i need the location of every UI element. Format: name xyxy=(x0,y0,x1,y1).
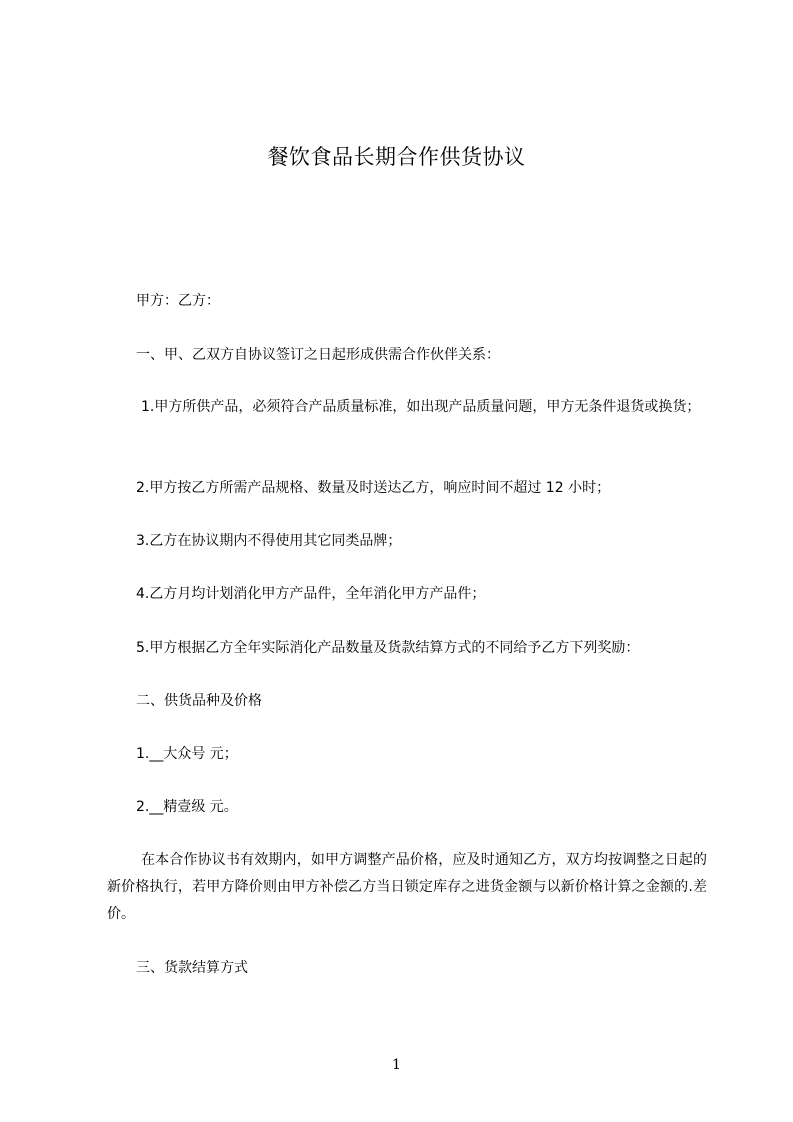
document-title: 餐饮食品长期合作供货协议 xyxy=(267,145,526,169)
clause-1-4: 4.乙方月均计划消化甲方产品件，全年消化甲方产品件； xyxy=(136,586,486,602)
price-item-2: 2.__精壹级 元。 xyxy=(136,799,238,815)
page-number: 1 xyxy=(392,1057,401,1073)
clause-1-1: 1.甲方所供产品，必须符合产品质量标准，如出现产品质量问题，甲方无条件退货或换货； xyxy=(141,399,701,415)
price-item-1: 1.__大众号 元； xyxy=(136,746,238,762)
price-adjustment-paragraph: 在本合作协议书有效期内，如甲方调整产品价格，应及时通知乙方，双方均按调整之日起的新价格执行，若甲方降价则由甲方补偿乙方当日锁定库存之进货金额与以新价格计算之金额的.差价。 xyxy=(107,852,707,922)
clause-1-2: 2.甲方按乙方所需产品规格、数量及时送达乙方，响应时间不超过 12 小时； xyxy=(136,480,611,496)
section-2-heading: 二、供货品种及价格 xyxy=(136,693,262,709)
clause-1-5: 5.甲方根据乙方全年实际消化产品数量及货款结算方式的不同给予乙方下列奖励： xyxy=(136,640,640,656)
clause-1-3: 3.乙方在协议期内不得使用其它同类品牌； xyxy=(136,533,402,549)
section-1-heading: 一、甲、乙双方自协议签订之日起形成供需合作伙伴关系： xyxy=(136,347,500,363)
section-3-heading: 三、货款结算方式 xyxy=(136,960,248,976)
parties-line: 甲方：乙方： xyxy=(136,293,220,309)
